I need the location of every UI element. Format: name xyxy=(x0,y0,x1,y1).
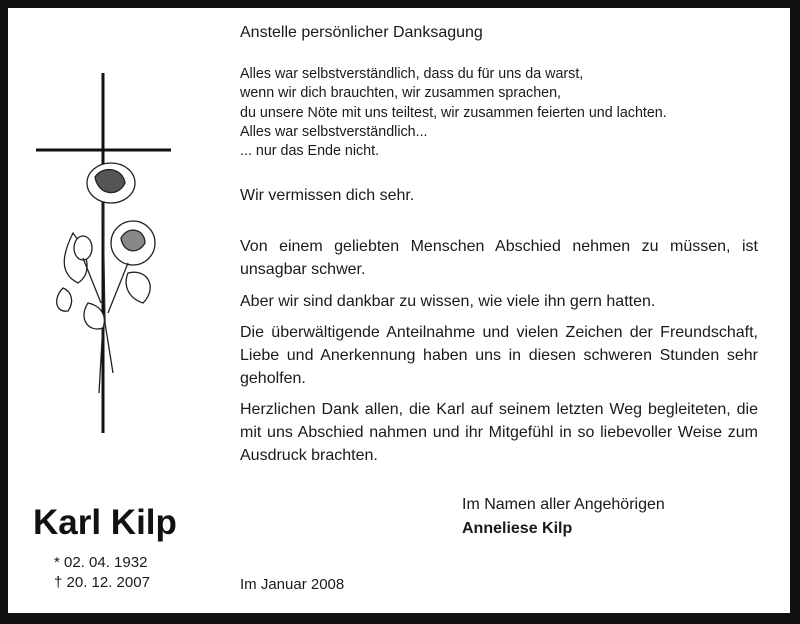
death-date: † 20. 12. 2007 xyxy=(54,574,150,591)
poem-line: ... nur das Ende nicht. xyxy=(240,143,380,160)
paragraph: Aber wir sind dankbar zu wissen, wie viele ihn gern hatten. xyxy=(240,293,656,310)
poem xyxy=(240,65,667,161)
birth-date: * 02. 04. 1932 xyxy=(54,554,148,571)
paragraph: Von einem geliebten Menschen Abschied nehmen zu müssen, ist unsagbar schwer. xyxy=(240,238,758,278)
notice-date: Im Januar 2008 xyxy=(240,576,345,593)
cross-with-roses-icon xyxy=(33,73,173,443)
poem-line: wenn wir dich brauchten, wir zusammen sprachen, xyxy=(240,85,562,102)
heading: Anstelle persönlicher Danksagung xyxy=(240,24,483,41)
poem-line: Alles war selbstverständlich... xyxy=(240,123,428,140)
paragraph: Die überwältigende Anteilnahme und vielen Zeichen der Freundschaft, Liebe und Anerkennung haben uns in diesen schweren Stunden sehr geholfen. xyxy=(240,324,758,387)
obituary-notice xyxy=(8,8,790,613)
poem-line: Alles war selbstverständlich, dass du für uns da warst, xyxy=(240,66,584,82)
miss-line: Wir vermissen dich sehr. xyxy=(240,187,415,204)
paragraph: Herzlichen Dank allen, die Karl auf seinem letzten Weg begleiteten, die mit uns Abschied nahmen und ihr Mitgefühl in so liebevoller Weise zum Ausdruck brachten. xyxy=(240,401,758,464)
signature-name: Anneliese Kilp xyxy=(462,520,573,537)
signature-intro: Im Namen aller Angehörigen xyxy=(462,496,665,513)
deceased-name: Karl Kilp xyxy=(33,503,177,542)
poem-line: du unsere Nöte mit uns teiltest, wir zusammen feierten und lachten. xyxy=(240,104,667,121)
